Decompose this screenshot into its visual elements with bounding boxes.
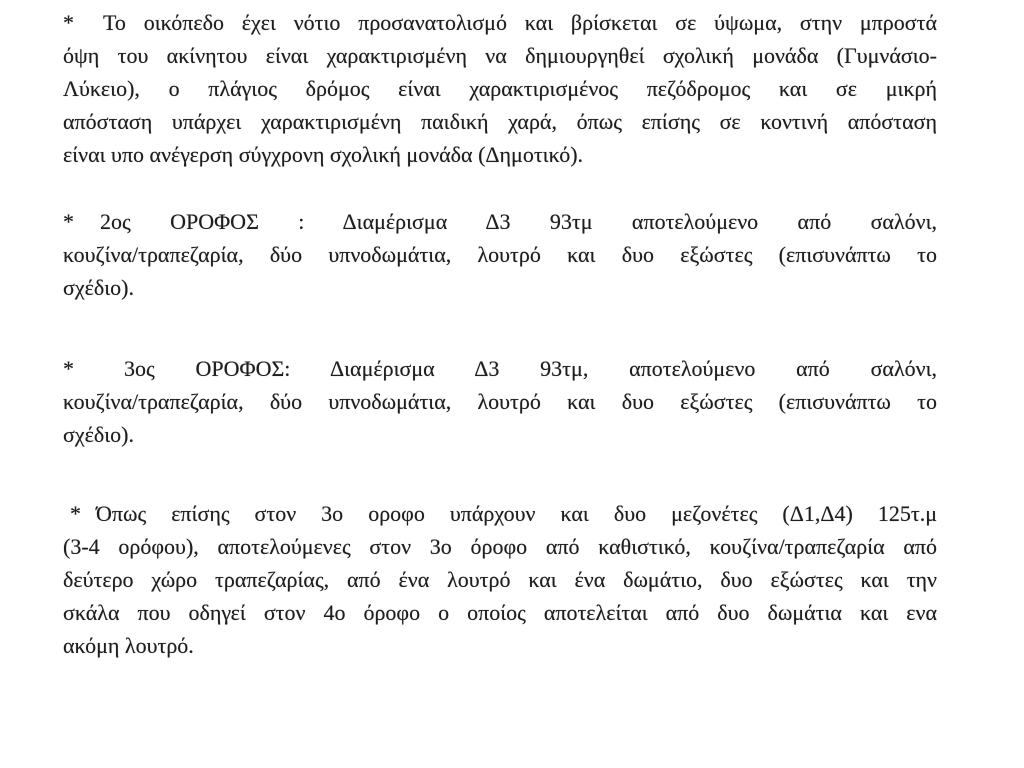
paragraph-site-description	[63, 6, 937, 171]
text-line: κουζίνα/τραπεζαρία, δύο υπνοδωμάτια, λουτρό και δυο εξώστες (επισυνάπτω το	[63, 242, 937, 267]
text-line	[63, 205, 937, 238]
bullet-gap	[74, 228, 100, 229]
text-line: απόσταση υπάρχει χαρακτιρισμένη παιδική χαρά, όπως επίσης σε κοντινή απόσταση	[63, 109, 937, 134]
text-line: ακόμη λουτρό.	[63, 633, 194, 658]
text-line	[63, 6, 937, 39]
text-line: όψη του ακίνητου είναι χαρακτιρισμένη να δημιουργηθεί σχολική μονάδα (Γυμνάσιο-	[63, 43, 937, 68]
bullet-asterisk: *	[70, 501, 81, 526]
bullet-gap	[74, 375, 124, 376]
text-line: είναι υπο ανέγερση σύγχρονη σχολική μονάδα (Δημοτικό).	[63, 142, 584, 167]
bullet-asterisk: *	[63, 209, 74, 234]
line-text: 3ος ΟΡΟΦΟΣ: Διαμέρισμα Δ3 93τμ, αποτελούμενο από σαλόνι,	[124, 356, 937, 381]
text-line	[63, 497, 937, 530]
paragraph-3rd-floor	[63, 352, 937, 451]
text-line: σχέδιο).	[63, 422, 134, 447]
bullet-asterisk: *	[63, 10, 74, 35]
text-line: σχέδιο).	[63, 275, 134, 300]
line-text: Όπως επίσης στον 3ο οροφο υπάρχουν και δυο μεζονέτες (Δ1,Δ4) 125τ.μ	[96, 501, 937, 526]
bullet-gap	[74, 29, 103, 30]
text-line: Λύκειο), ο πλάγιος δρόμος είναι χαρακτιρισμένος πεζόδρομος και σε μικρή	[63, 76, 937, 101]
text-line: σκάλα που οδηγεί στον 4ο όροφο ο οποίος αποτελείται από δυο δωμάτια και ενα	[63, 600, 937, 625]
text-line: (3-4 ορόφου), αποτελούμενες στον 3ο όροφο από καθιστικό, κουζίνα/τραπεζαρία από	[63, 534, 937, 559]
text-line	[63, 352, 937, 385]
text-line: δεύτερο χώρο τραπεζαρίας, από ένα λουτρό και ένα δωμάτιο, δυο εξώστες και την	[63, 567, 937, 592]
bullet-asterisk: *	[63, 356, 74, 381]
text-line: κουζίνα/τραπεζαρία, δύο υπνοδωμάτια, λουτρό και δυο εξώστες (επισυνάπτω το	[63, 389, 937, 414]
line-text: 2ος ΟΡΟΦΟΣ : Διαμέρισμα Δ3 93τμ αποτελούμενο από σαλόνι,	[100, 209, 937, 234]
paragraph-maisonettes	[63, 497, 937, 662]
line-text: Το οικόπεδο έχει νότιο προσανατολισμό και βρίσκεται σε ύψωμα, στην μπροστά	[103, 10, 937, 35]
paragraph-2nd-floor	[63, 205, 937, 304]
bullet-gap	[81, 520, 96, 521]
